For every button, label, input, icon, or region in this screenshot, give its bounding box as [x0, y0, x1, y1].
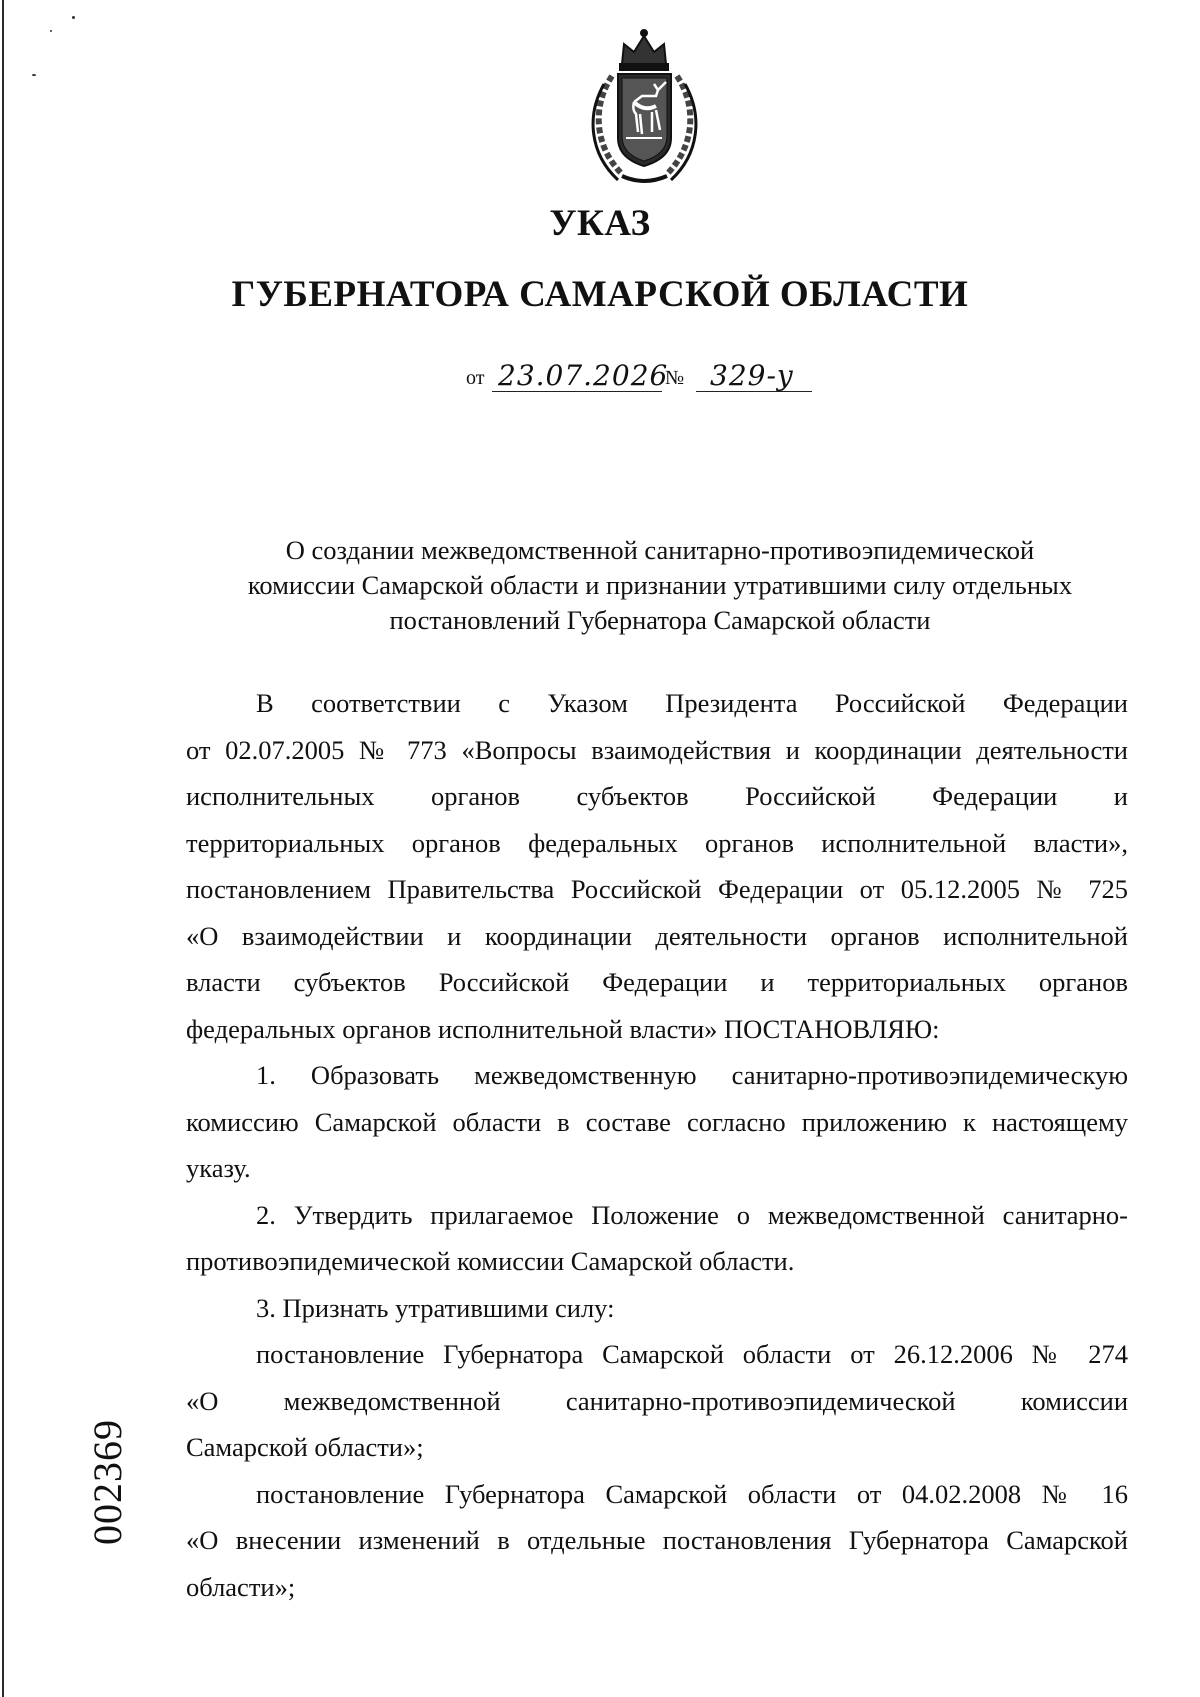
samara-coat-of-arms-icon — [582, 26, 707, 188]
scan-edge — [2, 0, 4, 1697]
body-line: указу. — [186, 1153, 251, 1183]
body-line: постановлением Правительства Российской Федерации от 05.12.2005 № 725 — [186, 874, 1128, 904]
scan-speck — [72, 16, 75, 19]
body-line: от 02.07.2005 № 773 «Вопросы взаимодействия и координации деятельности — [186, 734, 1128, 765]
handwritten-date: 23.07.2026 — [498, 359, 669, 392]
handwritten-number: 329-у — [710, 359, 795, 392]
body-line: В соответствии с Указом Президента Российской Федерации — [256, 688, 1128, 718]
subject-line: комиссии Самарской области и признании утратившими силу отдельных — [247, 570, 1073, 600]
body-line: комиссию Самарской области в составе согласно приложению к настоящему — [186, 1106, 1128, 1137]
body-line: 1. Образовать межведомственную санитарно-противоэпидемическую — [256, 1060, 1128, 1090]
body-line: «О внесении изменений в отдельные постановления Губернатора Самарской — [186, 1525, 1128, 1555]
body-line: 2. Утвердить прилагаемое Положение о межведомственной санитарно- — [256, 1199, 1128, 1230]
body-line: области»; — [186, 1571, 296, 1602]
document-body — [186, 680, 1128, 1610]
date-prefix: от — [466, 367, 485, 389]
date-number-line — [466, 358, 866, 394]
scan-speck — [32, 74, 36, 76]
document-subtitle: ГУБЕРНАТОРА САМАРСКОЙ ОБЛАСТИ — [231, 274, 969, 315]
body-line: «О взаимодействии и координации деятельности органов исполнительной — [186, 920, 1128, 951]
body-line: Самарской области»; — [186, 1432, 424, 1462]
subject-line: постановлений Губернатора Самарской области — [389, 605, 931, 635]
subject-line: О создании межведомственной санитарно-противоэпидемической — [285, 535, 1035, 565]
body-line: 3. Признать утратившими силу: — [256, 1292, 615, 1323]
body-line: власти субъектов Российской Федерации и территориальных органов — [186, 967, 1128, 997]
body-line: федеральных органов исполнительной власти» ПОСТАНОВЛЯЮ: — [186, 1013, 940, 1044]
document-subject — [180, 533, 1140, 638]
number-prefix: № — [665, 367, 685, 389]
body-line: противоэпидемической комиссии Самарской области. — [186, 1246, 795, 1276]
scan-speck — [50, 30, 52, 32]
document-title: УКАЗ — [549, 203, 651, 244]
body-line: «О межведомственной санитарно-противоэпидемической комиссии — [186, 1385, 1128, 1416]
body-line: исполнительных органов субъектов Российской Федерации и — [186, 781, 1128, 811]
body-line: постановление Губернатора Самарской области от 04.02.2008 № 16 — [256, 1478, 1128, 1509]
body-line: территориальных органов федеральных органов исполнительной власти», — [186, 827, 1128, 858]
body-line: постановление Губернатора Самарской области от 26.12.2006 № 274 — [256, 1339, 1128, 1369]
margin-serial-number: 002369 — [85, 1419, 130, 1545]
